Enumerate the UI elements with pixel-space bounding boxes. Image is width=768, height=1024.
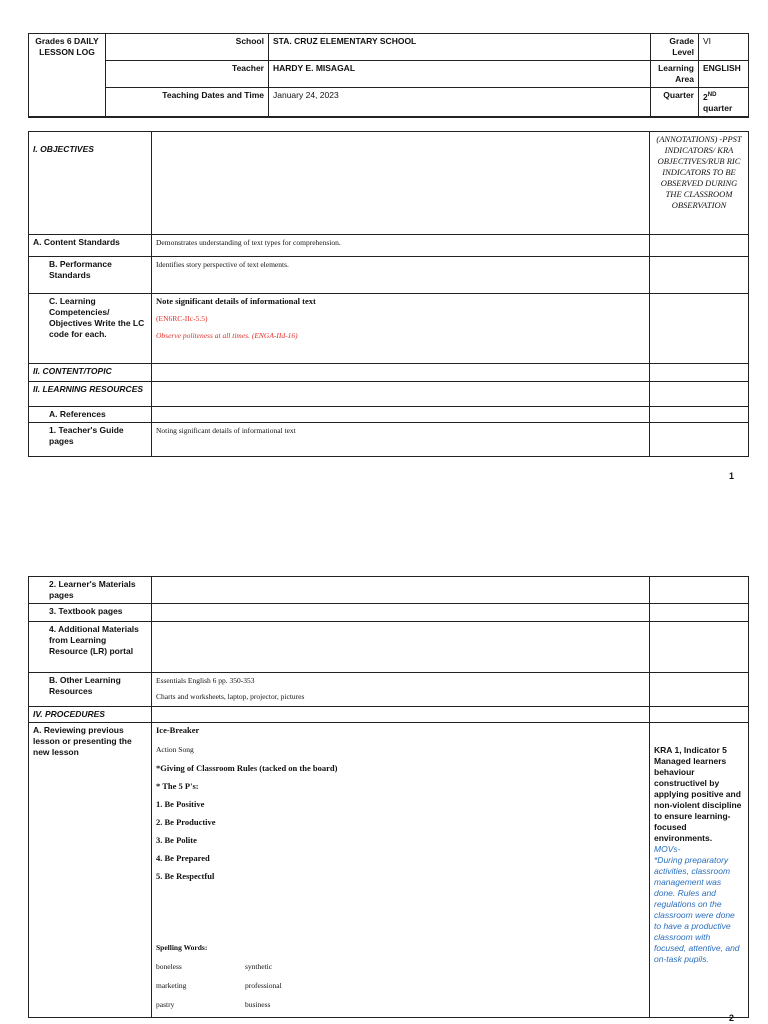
rule-item: 4. Be Prepared <box>156 853 210 863</box>
kra-annotation <box>650 723 749 1018</box>
annotation-cell <box>650 364 749 382</box>
five-ps: * The 5 P's: <box>156 781 199 791</box>
spelling-row: boneless synthetic <box>156 962 273 971</box>
other-resources-value: Essentials English 6 pp. 350-353 Charts and worksheets, laptop, projector, pictures <box>152 673 650 707</box>
objectives-cell <box>152 132 650 235</box>
review-lesson-label: A. Reviewing previous lesson or presenting the new lesson <box>29 723 152 1018</box>
textbook-pages-label: 3. Textbook pages <box>29 604 152 622</box>
grade-label: Grade Level <box>651 34 699 61</box>
grade-value: VI <box>699 34 749 61</box>
learning-resources-label: II. LEARNING RESOURCES <box>29 382 152 407</box>
school-value: STA. CRUZ ELEMENTARY SCHOOL <box>269 34 651 61</box>
ice-breaker: Ice-Breaker <box>156 725 200 735</box>
action-song: Action Song <box>156 745 194 754</box>
quarter-label: Quarter <box>651 88 699 117</box>
page-number: 1 <box>729 471 735 481</box>
annotation-cell <box>650 382 749 407</box>
learners-materials-label: 2. Learner's Materials pages <box>29 577 152 604</box>
annotation-cell <box>650 707 749 723</box>
annotation-cell <box>650 407 749 423</box>
dates-value: January 24, 2023 <box>269 88 651 117</box>
annotation-cell <box>650 604 749 622</box>
annotation-cell <box>650 294 749 364</box>
additional-materials-value <box>152 622 650 673</box>
lc-values: Observe politeness at all times. (ENGA-IId-16) <box>156 331 298 340</box>
other-resources-label: B. Other Learning Resources <box>29 673 152 707</box>
references-label: A. References <box>29 407 152 423</box>
annotation-cell <box>650 622 749 673</box>
movs-label: MOVs- <box>654 844 681 854</box>
content-standards-label: A. Content Standards <box>29 235 152 257</box>
additional-materials-label: 4. Additional Materials from Learning Resource (LR) portal <box>29 622 152 673</box>
content-topic-value <box>152 364 650 382</box>
spelling-row: pastry business <box>156 1000 271 1009</box>
performance-standards-value: Identifies story perspective of text elements. <box>152 257 650 294</box>
rule-item: 2. Be Productive <box>156 817 216 827</box>
objectives-table <box>28 131 749 457</box>
teacher-value: HARDY E. MISAGAL <box>269 61 651 88</box>
rule-item: 1. Be Positive <box>156 799 205 809</box>
annotation-cell <box>650 257 749 294</box>
content-standards-value: Demonstrates understanding of text types for comprehension. <box>152 235 650 257</box>
procedures-value <box>152 707 650 723</box>
movs-text: *During preparatory activities, classroom management was done. Rules and regulations on the classroom were done to have a productive classroom with focused, attentive, and on-task pupils. <box>654 855 740 964</box>
performance-standards-label: B. Performance Standards <box>29 257 152 294</box>
annotation-cell <box>650 235 749 257</box>
page2-table <box>28 576 749 1018</box>
lc-code: (EN6RC-IIc-5.5) <box>156 314 208 323</box>
lc-main: Note significant details of informational text <box>156 296 316 306</box>
procedures-label: IV. PROCEDURES <box>29 707 152 723</box>
review-lesson-content <box>152 723 650 1018</box>
content-topic-label: II. CONTENT/TOPIC <box>29 364 152 382</box>
learning-area-label: Learning Area <box>651 61 699 88</box>
spelling-heading: Spelling Words: <box>156 943 208 952</box>
teachers-guide-label: 1. Teacher's Guide pages <box>29 423 152 457</box>
page-number: 2 <box>729 1013 735 1023</box>
textbook-pages-value <box>152 604 650 622</box>
dates-label: Teaching Dates and Time <box>106 88 269 117</box>
objectives-heading: I. OBJECTIVES <box>29 132 152 235</box>
kra-text: Managed learners behaviour constructivel by applying positive and non-violent discipline to ensure learning- focused environments. <box>654 756 742 843</box>
teacher-label: Teacher <box>106 61 269 88</box>
teachers-guide-value: Noting significant details of informational text <box>152 423 650 457</box>
spelling-row: marketing professional <box>156 981 282 990</box>
learners-materials-value <box>152 577 650 604</box>
rule-item: 3. Be Polite <box>156 835 197 845</box>
annotation-cell <box>650 673 749 707</box>
kra-heading: KRA 1, Indicator 5 <box>654 745 727 755</box>
annotations-heading: (ANNOTATIONS) -PPST INDICATORS/ KRA OBJECTIVES/RUB RIC INDICATORS TO BE OBSERVED DURING THE CLASSROOM OBSERVATION <box>650 132 749 235</box>
rules-heading: *Giving of Classroom Rules (tacked on the board) <box>156 763 338 773</box>
learning-competencies-label: C. Learning Competencies/ Objectives Write the LC code for each. <box>29 294 152 364</box>
learning-area-value: ENGLISH <box>699 61 749 88</box>
learning-resources-value <box>152 382 650 407</box>
learning-competencies-value <box>152 294 650 364</box>
quarter-value: 2ND quarter <box>699 88 749 117</box>
header-table <box>28 33 749 118</box>
references-value <box>152 407 650 423</box>
annotation-cell <box>650 577 749 604</box>
school-label: School <box>106 34 269 61</box>
rule-item: 5. Be Respectful <box>156 871 215 881</box>
annotation-cell <box>650 423 749 457</box>
log-title: Grades 6 DAILY LESSON LOG <box>29 34 106 117</box>
